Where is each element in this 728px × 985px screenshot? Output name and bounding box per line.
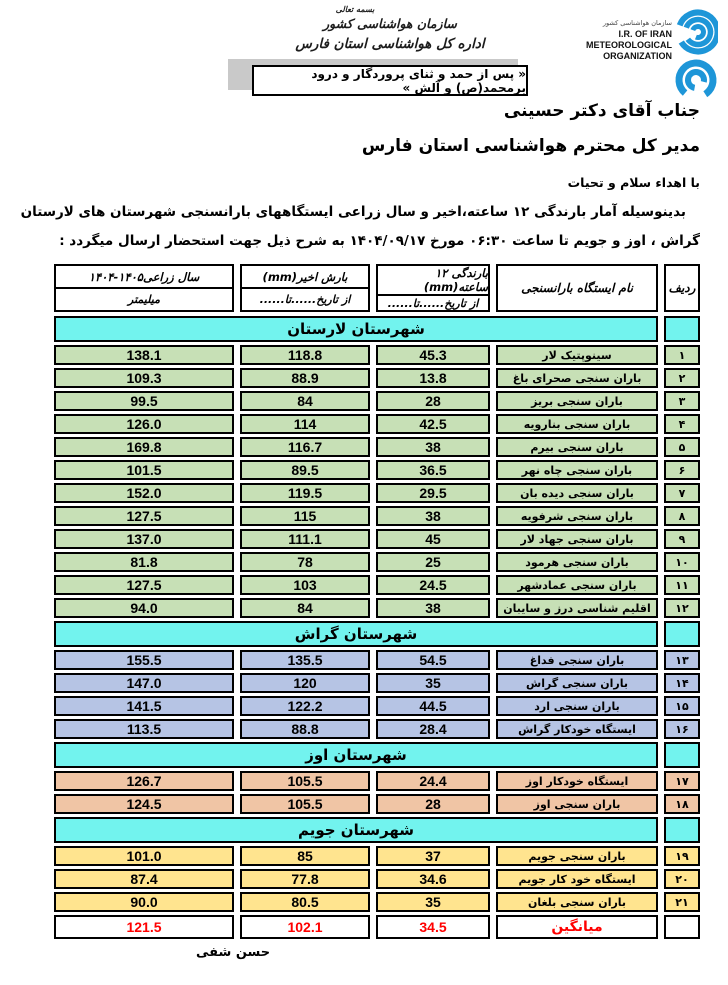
cell-crop-year: 169.8 [54, 437, 234, 457]
cell-crop-year: 90.0 [54, 892, 234, 912]
header-rain-12h-sub: از تاریخ......تا...... [387, 296, 479, 310]
cell-crop-year: 94.0 [54, 598, 234, 618]
cell-radif: ۱۰ [664, 552, 700, 572]
cell-radif: ۱۹ [664, 846, 700, 866]
header-rain-12h-title: بارندگی ۱۲ ساعته(mm) [378, 266, 488, 296]
cell-radif: ۲ [664, 368, 700, 388]
cell-crop-year: 138.1 [54, 345, 234, 365]
cell-station: باران سنجی بیرم [496, 437, 658, 457]
section-band-row [54, 742, 700, 768]
cell-rain-12h: 38 [376, 437, 490, 457]
recipient-name-line: جناب آقای دکتر حسینی [503, 101, 700, 121]
cell-station: اقلیم شناسی درز و سایبان [496, 598, 658, 618]
average-recent-rain: 102.1 [240, 915, 370, 939]
header-radif: ردیف [664, 264, 700, 312]
table-body [54, 316, 700, 939]
average-row [54, 915, 700, 939]
section-band-radif-cell [664, 621, 700, 647]
cell-radif: ۱۳ [664, 650, 700, 670]
greeting-box [252, 65, 528, 96]
cell-recent-rain: 88.9 [240, 368, 370, 388]
cell-radif: ۱۱ [664, 575, 700, 595]
meteorological-spiral-logo-icon [674, 6, 718, 106]
cell-recent-rain: 119.5 [240, 483, 370, 503]
office-name-calligraphy: اداره کل هواشناسی استان فارس [295, 35, 485, 52]
cell-station: باران سنجی جهاد لار [496, 529, 658, 549]
cell-rain-12h: 42.5 [376, 414, 490, 434]
cell-rain-12h: 38 [376, 506, 490, 526]
cell-station: سینوپتیک لار [496, 345, 658, 365]
irimo-logo [560, 6, 718, 106]
cell-rain-12h: 24.4 [376, 771, 490, 791]
table-row [54, 650, 700, 670]
cell-rain-12h: 35 [376, 673, 490, 693]
cell-station: باران سنجی گراش [496, 673, 658, 693]
cell-radif: ۱۴ [664, 673, 700, 693]
cell-crop-year: 141.5 [54, 696, 234, 716]
cell-radif: ۵ [664, 437, 700, 457]
logo-line-2: METEOROLOGICAL [586, 39, 672, 50]
cell-station: باران سنجی اوز [496, 794, 658, 814]
cell-recent-rain: 115 [240, 506, 370, 526]
cell-recent-rain: 88.8 [240, 719, 370, 739]
cell-crop-year: 109.3 [54, 368, 234, 388]
table-row [54, 414, 700, 434]
table-row [54, 460, 700, 480]
cell-station: باران سنجی شرفویه [496, 506, 658, 526]
header-recent-rain [240, 264, 370, 312]
cell-crop-year: 113.5 [54, 719, 234, 739]
header-crop-year [54, 264, 234, 312]
table-row [54, 892, 700, 912]
table-row [54, 719, 700, 739]
cell-radif: ۳ [664, 391, 700, 411]
body-line-2: گراش ، اوز و جویم تا ساعت ۰۶:۳۰ مورخ ۱۴۰۴/۰۹/۱۷ به شرح ذیل جهت استحضار ارسال میگردد : [59, 232, 700, 249]
table-row [54, 575, 700, 595]
cell-recent-rain: 84 [240, 598, 370, 618]
header-crop-year-title: سال زراعی۱۴۰۵-۱۴۰۴ [56, 266, 232, 289]
cell-recent-rain: 89.5 [240, 460, 370, 480]
header-station: نام ایستگاه بارانسنجی [496, 264, 658, 312]
section-band-row [54, 316, 700, 342]
cell-station: باران سنجی صحرای باغ [496, 368, 658, 388]
header-crop-year-sub: میلیمتر [128, 293, 160, 306]
cell-recent-rain: 116.7 [240, 437, 370, 457]
table-row [54, 794, 700, 814]
cell-recent-rain: 77.8 [240, 869, 370, 889]
cell-radif: ۸ [664, 506, 700, 526]
average-rain-12h: 34.5 [376, 915, 490, 939]
letter-body [20, 101, 700, 262]
section-band-title: شهرستان لارستان [54, 316, 658, 342]
header-recent-rain-title: بارش اخیر(mm) [242, 266, 368, 289]
cell-radif: ۴ [664, 414, 700, 434]
section-band-radif-cell [664, 742, 700, 768]
cell-recent-rain: 78 [240, 552, 370, 572]
cell-recent-rain: 120 [240, 673, 370, 693]
average-crop-year: 121.5 [54, 915, 234, 939]
cell-station: باران سنجی چاه نهر [496, 460, 658, 480]
cell-recent-rain: 135.5 [240, 650, 370, 670]
cell-radif: ۱۶ [664, 719, 700, 739]
cell-crop-year: 137.0 [54, 529, 234, 549]
table-row [54, 483, 700, 503]
cell-rain-12h: 35 [376, 892, 490, 912]
cell-rain-12h: 45 [376, 529, 490, 549]
cell-crop-year: 147.0 [54, 673, 234, 693]
cell-crop-year: 101.5 [54, 460, 234, 480]
org-name-calligraphy: سازمان هواشناسی کشور [323, 15, 457, 31]
cell-station: ایستگاه خود کار جویم [496, 869, 658, 889]
cell-radif: ۶ [664, 460, 700, 480]
cell-recent-rain: 111.1 [240, 529, 370, 549]
cell-rain-12h: 28 [376, 391, 490, 411]
cell-radif: ۱ [664, 345, 700, 365]
cell-rain-12h: 13.8 [376, 368, 490, 388]
table-row [54, 506, 700, 526]
cell-station: باران سنجی بنارویه [496, 414, 658, 434]
cell-crop-year: 127.5 [54, 575, 234, 595]
bismillah-text: بسمه تعالی [335, 5, 375, 14]
cell-station: باران سنجی جویم [496, 846, 658, 866]
table-row [54, 846, 700, 866]
cell-crop-year: 87.4 [54, 869, 234, 889]
cell-rain-12h: 37 [376, 846, 490, 866]
cell-rain-12h: 25 [376, 552, 490, 572]
cell-station: باران سنجی هرمود [496, 552, 658, 572]
cell-radif: ۲۱ [664, 892, 700, 912]
cell-station: باران سنجی ارد [496, 696, 658, 716]
cell-station: باران سنجی عمادشهر [496, 575, 658, 595]
logo-text-block [586, 6, 672, 62]
cell-station: باران سنجی بریز [496, 391, 658, 411]
cell-recent-rain: 80.5 [240, 892, 370, 912]
logo-line-3: ORGANIZATION [603, 51, 672, 61]
table-row [54, 552, 700, 572]
header-recent-rain-sub: از تاریخ......تا...... [259, 293, 351, 306]
section-band-title: شهرستان جویم [54, 817, 658, 843]
cell-radif: ۱۵ [664, 696, 700, 716]
cell-station: باران سنجی دیده بان [496, 483, 658, 503]
cell-rain-12h: 34.6 [376, 869, 490, 889]
cell-station: ایستگاه خودکار اوز [496, 771, 658, 791]
cell-radif: ۲۰ [664, 869, 700, 889]
table-row [54, 869, 700, 889]
cell-recent-rain: 118.8 [240, 345, 370, 365]
greeting-text: « پس از حمد و ثنای پروردگار و درود برمحمد(ص) و آلش » [311, 66, 526, 95]
table-row [54, 696, 700, 716]
cell-recent-rain: 114 [240, 414, 370, 434]
cell-radif: ۱۲ [664, 598, 700, 618]
cell-recent-rain: 85 [240, 846, 370, 866]
table-row [54, 673, 700, 693]
section-band-row [54, 817, 700, 843]
average-radif-cell [664, 915, 700, 939]
salutation-line: با اهداء سلام و تحیات [567, 174, 700, 190]
body-line-1: بدینوسیله آمار بارندگی ۱۲ ساعته،اخیر و سال زراعی ایستگاههای بارانسنجی شهرستان های لارستان [20, 203, 686, 220]
table-row [54, 345, 700, 365]
cell-rain-12h: 54.5 [376, 650, 490, 670]
logo-line-1: I.R. OF IRAN [618, 28, 672, 39]
cell-crop-year: 152.0 [54, 483, 234, 503]
cell-crop-year: 99.5 [54, 391, 234, 411]
cell-radif: ۱۷ [664, 771, 700, 791]
cell-radif: ۹ [664, 529, 700, 549]
table-row [54, 598, 700, 618]
cell-recent-rain: 105.5 [240, 771, 370, 791]
letterhead-calligraphy [288, 6, 492, 54]
cell-recent-rain: 84 [240, 391, 370, 411]
cell-crop-year: 155.5 [54, 650, 234, 670]
cell-radif: ۱۸ [664, 794, 700, 814]
cell-rain-12h: 29.5 [376, 483, 490, 503]
cell-recent-rain: 105.5 [240, 794, 370, 814]
logo-org-fa-text: سازمان هواشناسی کشور [602, 19, 672, 27]
average-label: میانگین [496, 915, 658, 939]
section-band-radif-cell [664, 316, 700, 342]
cell-crop-year: 81.8 [54, 552, 234, 572]
table-row [54, 391, 700, 411]
section-band-row [54, 621, 700, 647]
cell-radif: ۷ [664, 483, 700, 503]
cell-crop-year: 126.7 [54, 771, 234, 791]
cell-rain-12h: 28 [376, 794, 490, 814]
table-row [54, 368, 700, 388]
signature-name: حسن شفی [196, 945, 271, 960]
cell-rain-12h: 28.4 [376, 719, 490, 739]
cell-crop-year: 124.5 [54, 794, 234, 814]
section-band-radif-cell [664, 817, 700, 843]
cell-station: ایستگاه خودکار گراش [496, 719, 658, 739]
cell-crop-year: 126.0 [54, 414, 234, 434]
cell-crop-year: 127.5 [54, 506, 234, 526]
cell-recent-rain: 103 [240, 575, 370, 595]
cell-crop-year: 101.0 [54, 846, 234, 866]
cell-rain-12h: 38 [376, 598, 490, 618]
table-row [54, 437, 700, 457]
cell-rain-12h: 24.5 [376, 575, 490, 595]
cell-recent-rain: 122.2 [240, 696, 370, 716]
section-band-title: شهرستان اوز [54, 742, 658, 768]
cell-rain-12h: 45.3 [376, 345, 490, 365]
rainfall-table [54, 264, 700, 942]
header-rain-12h [376, 264, 490, 312]
cell-station: باران سنجی فداغ [496, 650, 658, 670]
cell-station: باران سنجی بلغان [496, 892, 658, 912]
table-row [54, 529, 700, 549]
section-band-title: شهرستان گراش [54, 621, 658, 647]
recipient-title-line: مدیر کل محترم هواشناسی استان فارس [361, 136, 700, 157]
cell-rain-12h: 44.5 [376, 696, 490, 716]
table-header-row [54, 264, 700, 312]
table-row [54, 771, 700, 791]
cell-rain-12h: 36.5 [376, 460, 490, 480]
